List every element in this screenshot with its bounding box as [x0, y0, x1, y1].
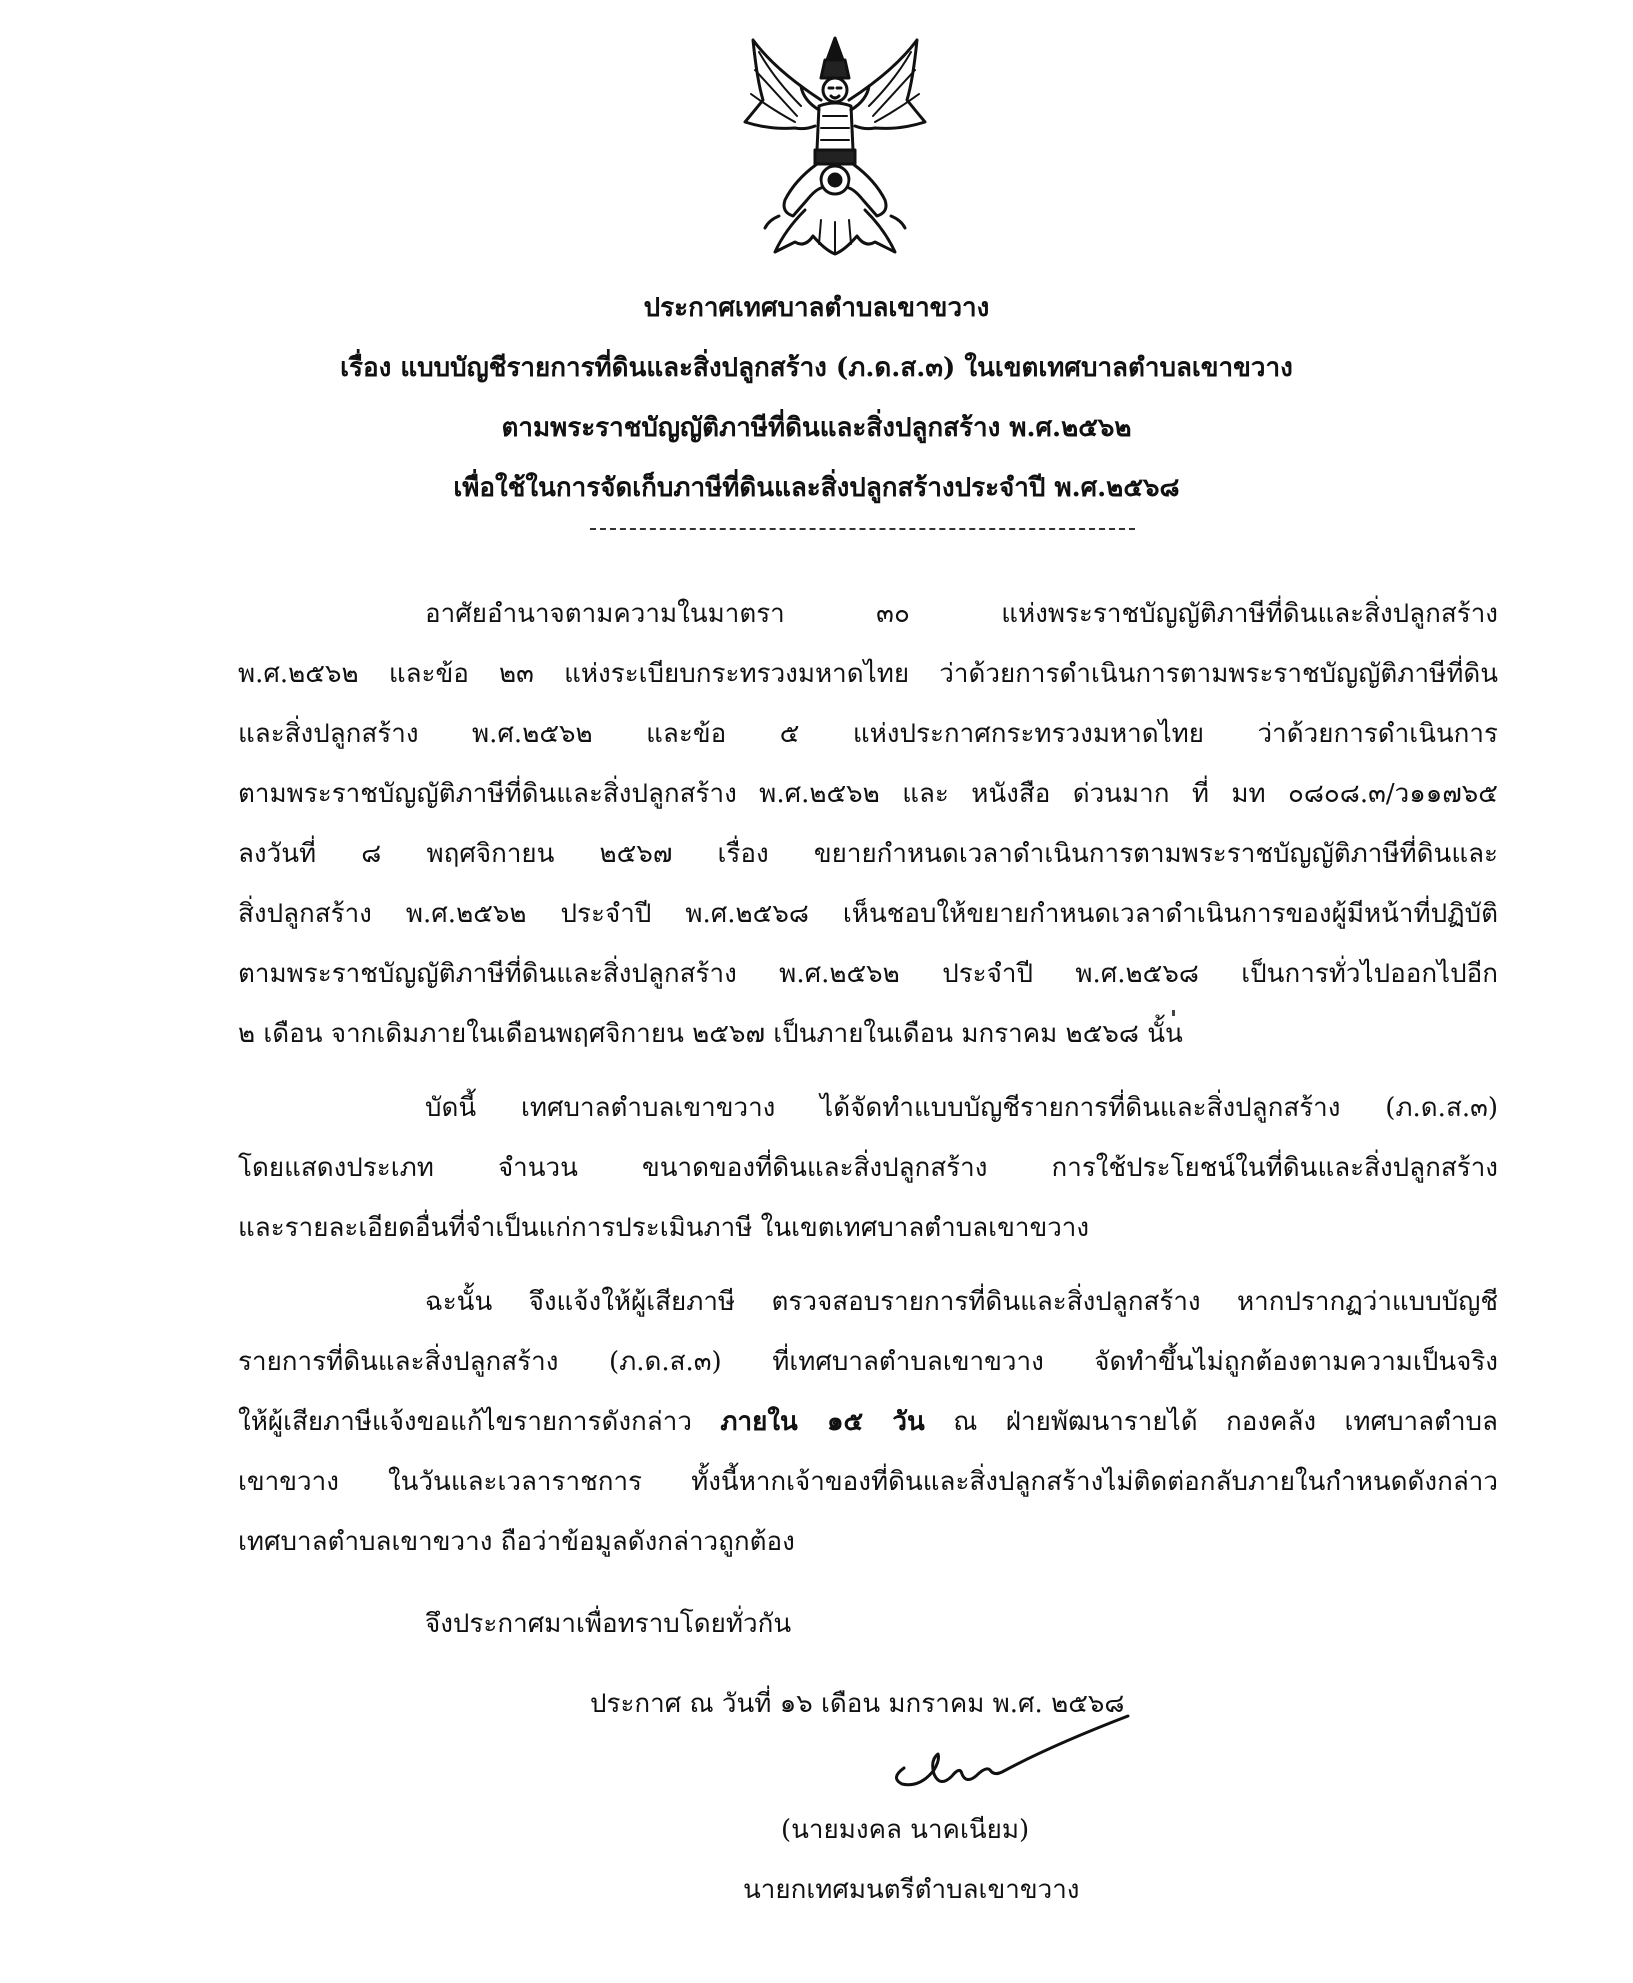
para3-line: รายการที่ดินและสิ่งปลูกสร้าง (ภ.ด.ส.๓) ที่เทศบาลตำบลเขาขวาง จัดทำขึ้นไม่ถูกต้องตามความเป็นจริง	[238, 1347, 1498, 1377]
deadline-emphasis: ภายใน ๑๕ วัน	[720, 1407, 925, 1437]
garuda-emblem-icon	[735, 30, 935, 260]
para2-line: บัดนี้ เทศบาลตำบลเขาขวาง ได้จัดทำแบบบัญชีรายการที่ดินและสิ่งปลูกสร้าง (ภ.ด.ส.๓)	[425, 1093, 1498, 1123]
signatory-name: (นายมงคล นาคเนียม)	[781, 1815, 1030, 1845]
announcement-purpose: เพื่อใช้ในการจัดเก็บภาษีที่ดินและสิ่งปลูกสร้างประจำปี พ.ศ.๒๕๖๘	[453, 473, 1180, 503]
para3-line: เขาขวาง ในวันและเวลาราชการ ทั้งนี้หากเจ้าของที่ดินและสิ่งปลูกสร้างไม่ติดต่อกลับภายในกำหนดดังกล่าว	[238, 1467, 1498, 1497]
announcement-date: ประกาศ ณ วันที่ ๑๖ เดือน มกราคม พ.ศ. ๒๕๖๘	[590, 1689, 1125, 1719]
para2-line: โดยแสดงประเภท จำนวน ขนาดของที่ดินและสิ่งปลูกสร้าง การใช้ประโยชน์ในที่ดินและสิ่งปลูกสร้าง	[238, 1153, 1498, 1183]
signatory-position: นายกเทศมนตรีตำบลเขาขวาง	[743, 1875, 1080, 1905]
para3-text: ให้ผู้เสียภาษีแจ้งขอแก้ไขรายการดังกล่าว	[238, 1407, 721, 1437]
para1-line: ลงวันที่ ๘ พฤศจิกายน ๒๕๖๗ เรื่อง ขยายกำหนดเวลาดำเนินการตามพระราชบัญญัติภาษีที่ดินและ	[238, 839, 1498, 869]
para3-text: ณ ฝ่ายพัฒนารายได้ กองคลัง เทศบาลตำบล	[924, 1407, 1498, 1437]
para1-line: และสิ่งปลูกสร้าง พ.ศ.๒๕๖๒ และข้อ ๕ แห่งประกาศกระทรวงมหาดไทย ว่าด้วยการดำเนินการ	[238, 719, 1498, 749]
closing-statement: จึงประกาศมาเพื่อทราบโดยทั่วกัน	[425, 1609, 792, 1639]
para1-line: พ.ศ.๒๕๖๒ และข้อ ๒๓ แห่งระเบียบกระทรวงมหาดไทย ว่าด้วยการดำเนินการตามพระราชบัญญัติภาษีที่ดิน	[238, 659, 1498, 689]
announcement-subject: เรื่อง แบบบัญชีรายการที่ดินและสิ่งปลูกสร้าง (ภ.ด.ส.๓) ในเขตเทศบาลตำบลเขาขวาง	[340, 353, 1293, 383]
para1-line: สิ่งปลูกสร้าง พ.ศ.๒๕๖๒ ประจำปี พ.ศ.๒๕๖๘ เห็นชอบให้ขยายกำหนดเวลาดำเนินการของผู้มีหน้าที่ปฏิบัติ	[238, 899, 1498, 929]
para2-line: และรายละเอียดอื่นที่จำเป็นแก่การประเมินภาษี ในเขตเทศบาลตำบลเขาขวาง	[238, 1213, 1090, 1243]
heading-divider	[590, 528, 1135, 530]
para1-line: ตามพระราชบัญญัติภาษีที่ดินและสิ่งปลูกสร้าง พ.ศ.๒๕๖๒ และ หนังสือ ด่วนมาก ที่ มท ๐๘๐๘.๓/ว๑๑๗๖๕	[238, 779, 1498, 809]
para1-line: ๒ เดือน จากเดิมภายในเดือนพฤศจิกายน ๒๕๖๗ เป็นภายในเดือน มกราคม ๒๕๖๘ นั้น	[238, 1019, 1183, 1049]
para3-line-deadline	[238, 1404, 1498, 1440]
para3-line: ฉะนั้น จึงแจ้งให้ผู้เสียภาษี ตรวจสอบรายการที่ดินและสิ่งปลูกสร้าง หากปรากฏว่าแบบบัญชี	[425, 1287, 1498, 1317]
para3-line: เทศบาลตำบลเขาขวาง ถือว่าข้อมูลดังกล่าวถูกต้อง	[238, 1527, 795, 1557]
para1-line: ตามพระราชบัญญัติภาษีที่ดินและสิ่งปลูกสร้าง พ.ศ.๒๕๖๒ ประจำปี พ.ศ.๒๕๖๘ เป็นการทั่วไปออกไปอีก	[238, 959, 1498, 989]
handwritten-signature	[880, 1700, 1140, 1810]
announcement-title: ประกาศเทศบาลตำบลเขาขวาง	[643, 293, 990, 323]
para1-line: อาศัยอำนาจตามความในมาตรา ๓๐ แห่งพระราชบัญญัติภาษีที่ดินและสิ่งปลูกสร้าง	[425, 599, 1498, 629]
scan-speck	[1172, 1010, 1175, 1016]
announcement-act: ตามพระราชบัญญัติภาษีที่ดินและสิ่งปลูกสร้าง พ.ศ.๒๕๖๒	[501, 413, 1132, 443]
